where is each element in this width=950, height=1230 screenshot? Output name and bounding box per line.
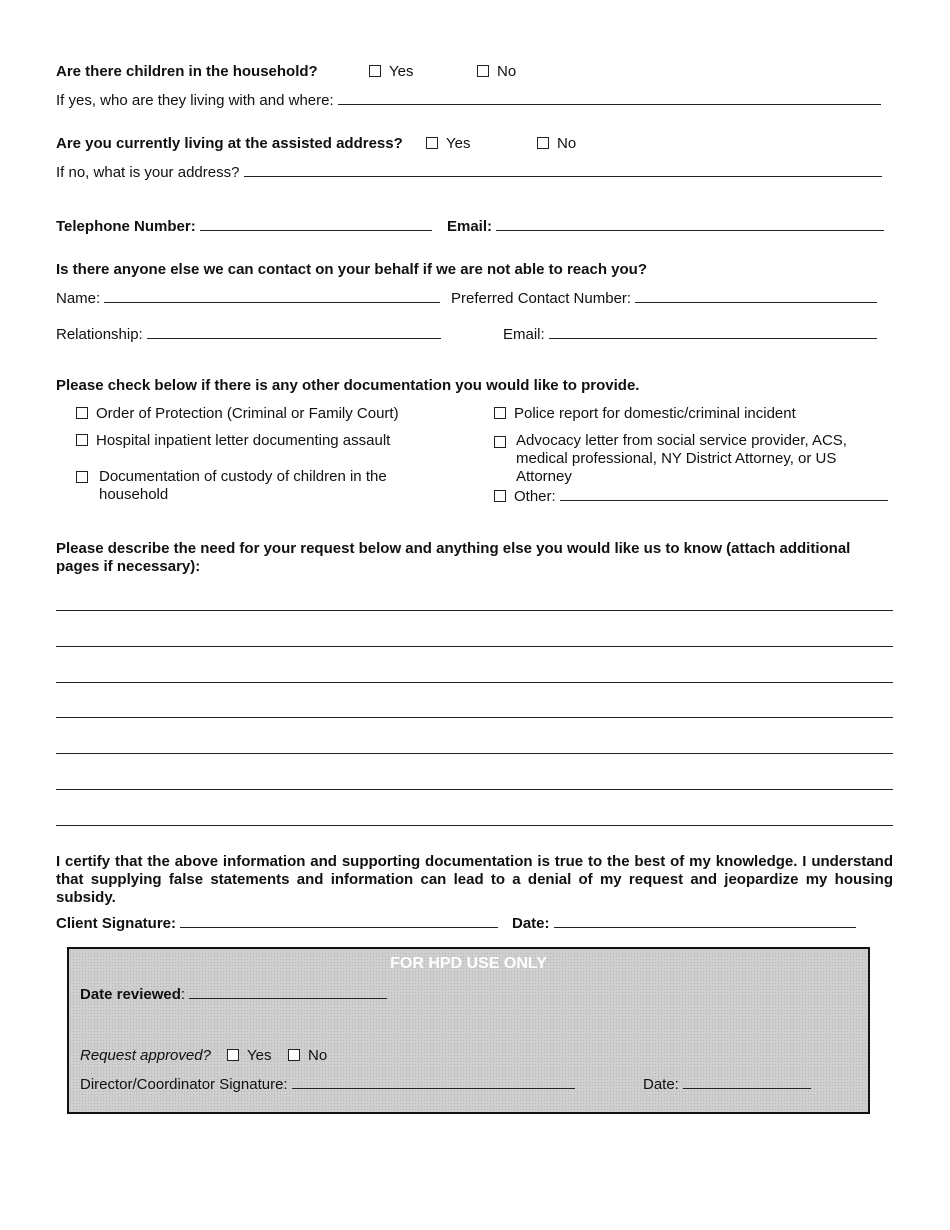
alternate-email-row xyxy=(503,324,877,344)
option-label: Yes xyxy=(247,1047,272,1064)
checkbox[interactable] xyxy=(227,1049,239,1061)
approved-no-option[interactable] xyxy=(288,1047,327,1065)
email-field[interactable] xyxy=(496,216,884,231)
client-date-field[interactable] xyxy=(554,913,856,928)
relationship-row xyxy=(56,324,441,344)
describe-line[interactable] xyxy=(56,717,893,718)
option-label: Advocacy letter from social service provider, ACS, medical professional, NY District Attorney, or US Attorney xyxy=(516,432,847,485)
checkbox[interactable] xyxy=(494,407,506,419)
date-reviewed-label: Date reviewed xyxy=(80,986,181,1003)
doc-option-custody[interactable] xyxy=(76,468,429,504)
client-signature-row xyxy=(56,913,498,933)
option-label: Order of Protection (Criminal or Family Court) xyxy=(96,405,399,422)
option-label: No xyxy=(557,135,577,152)
telephone-field[interactable] xyxy=(200,216,432,231)
children-follow-up-label: If yes, who are they living with and where: xyxy=(56,92,334,109)
doc-option-advocacy-letter[interactable] xyxy=(494,432,876,486)
request-approved-label: Request approved? xyxy=(80,1047,211,1064)
checkbox[interactable] xyxy=(76,434,88,446)
telephone-label: Telephone Number: xyxy=(56,218,196,235)
checkbox[interactable] xyxy=(426,137,438,149)
date-reviewed-row xyxy=(80,984,387,1004)
hpd-title: FOR HPD USE ONLY xyxy=(390,955,547,972)
address-no-option[interactable] xyxy=(537,135,576,153)
alternate-contact-question: Is there anyone else we can contact on your behalf if we are not able to reach you? xyxy=(56,261,647,278)
option-label: Police report for domestic/criminal incident xyxy=(514,405,796,422)
other-field[interactable] xyxy=(560,486,888,501)
option-label: No xyxy=(497,63,517,80)
checkbox[interactable] xyxy=(369,65,381,77)
address-follow-up-field[interactable] xyxy=(244,162,882,177)
preferred-number-label: Preferred Contact Number: xyxy=(451,290,632,307)
relationship-field[interactable] xyxy=(147,324,441,339)
children-no-option[interactable] xyxy=(477,63,516,81)
hpd-use-only-box xyxy=(67,947,870,1114)
address-question: Are you currently living at the assisted address? xyxy=(56,135,403,152)
director-signature-row xyxy=(80,1074,575,1094)
checkbox[interactable] xyxy=(477,65,489,77)
certification-statement: I certify that the above information and supporting documentation is true to the best of my knowledge. I understand that supplying false statements and information can lead to a denial of my request and jeopardize my housing subsidy. xyxy=(56,853,893,906)
date-reviewed-field[interactable] xyxy=(189,984,387,999)
describe-line[interactable] xyxy=(56,682,893,683)
option-label: No xyxy=(308,1047,328,1064)
director-signature-label: Director/Coordinator Signature: xyxy=(80,1076,288,1093)
alternate-name-label: Name: xyxy=(56,290,101,307)
checkbox[interactable] xyxy=(288,1049,300,1061)
describe-line[interactable] xyxy=(56,789,893,790)
doc-option-police-report[interactable] xyxy=(494,405,796,423)
describe-line[interactable] xyxy=(56,646,893,647)
preferred-number-field[interactable] xyxy=(635,288,877,303)
describe-line[interactable] xyxy=(56,753,893,754)
describe-line[interactable] xyxy=(56,610,893,611)
alternate-name-field[interactable] xyxy=(104,288,440,303)
email-row xyxy=(447,216,884,236)
telephone-row xyxy=(56,216,432,236)
checkbox[interactable] xyxy=(494,490,506,502)
hpd-date-field[interactable] xyxy=(683,1074,811,1089)
describe-line[interactable] xyxy=(56,825,893,826)
option-label: Hospital inpatient letter documenting assault xyxy=(96,432,391,449)
relationship-label: Relationship: xyxy=(56,326,143,343)
children-follow-up-field[interactable] xyxy=(338,90,881,105)
address-yes-option[interactable] xyxy=(426,135,470,153)
approved-yes-option[interactable] xyxy=(227,1047,271,1065)
colon: : xyxy=(180,986,186,1003)
hpd-date-row xyxy=(643,1074,811,1094)
checkbox[interactable] xyxy=(537,137,549,149)
checkbox[interactable] xyxy=(494,436,506,448)
preferred-number-row xyxy=(451,288,877,308)
doc-option-hospital-letter[interactable] xyxy=(76,432,390,450)
documentation-heading: Please check below if there is any other documentation you would like to provide. xyxy=(56,377,640,394)
client-date-row xyxy=(512,913,856,933)
director-signature-field[interactable] xyxy=(292,1074,575,1089)
doc-option-other[interactable] xyxy=(494,486,888,506)
option-label: Documentation of custody of children in the household xyxy=(99,468,387,503)
alternate-email-label: Email: xyxy=(503,326,545,343)
address-follow-up xyxy=(56,162,882,182)
doc-option-order-of-protection[interactable] xyxy=(76,405,399,423)
children-question: Are there children in the household? xyxy=(56,63,318,80)
alternate-email-field[interactable] xyxy=(549,324,877,339)
children-yes-option[interactable] xyxy=(369,63,413,81)
option-label: Yes xyxy=(446,135,471,152)
address-follow-up-label: If no, what is your address? xyxy=(56,164,240,181)
alternate-name-row xyxy=(56,288,440,308)
email-label: Email: xyxy=(447,218,493,235)
describe-heading: Please describe the need for your request below and anything else you would like us to know (attach additional pages if necessary): xyxy=(56,540,851,575)
option-label: Yes xyxy=(389,63,414,80)
children-follow-up xyxy=(56,90,881,110)
option-label: Other: xyxy=(514,488,556,505)
client-signature-label: Client Signature: xyxy=(56,915,177,932)
client-signature-field[interactable] xyxy=(180,913,498,928)
checkbox[interactable] xyxy=(76,471,88,483)
hpd-date-label: Date: xyxy=(643,1076,679,1093)
checkbox[interactable] xyxy=(76,407,88,419)
request-approved-row xyxy=(80,1047,211,1065)
client-date-label: Date: xyxy=(512,915,550,932)
